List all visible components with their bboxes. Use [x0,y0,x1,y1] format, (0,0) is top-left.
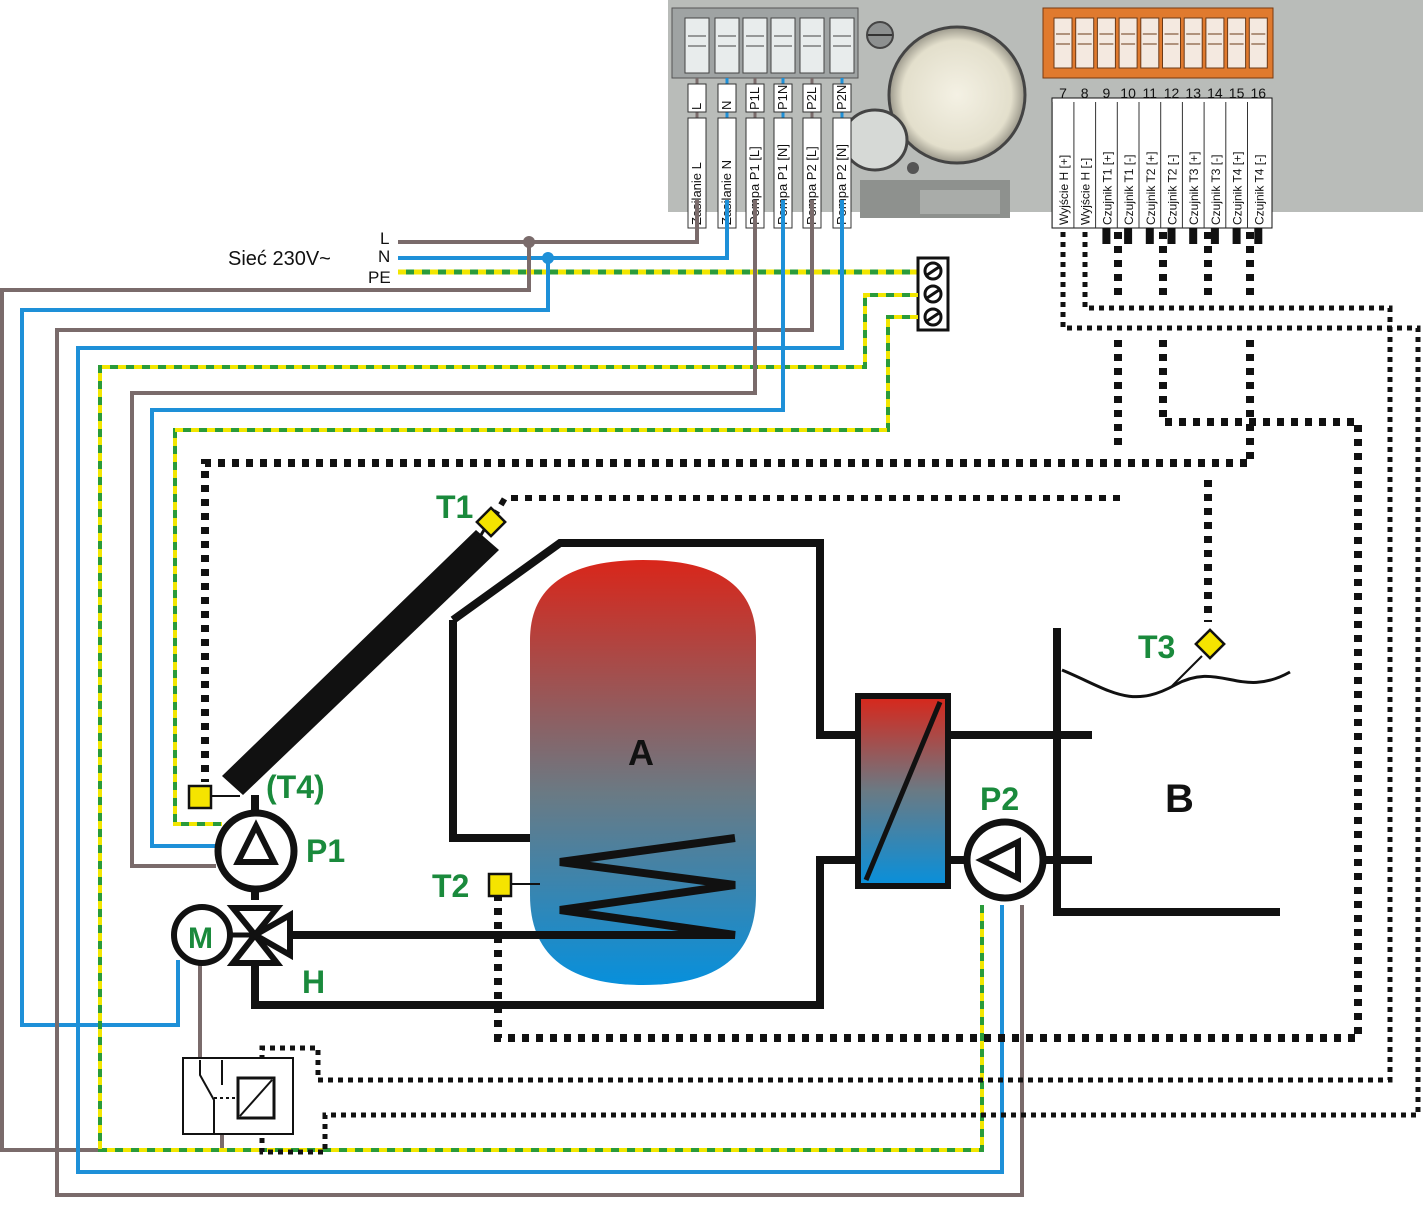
terminal-desc-label: Czujnik T4 [+] [1230,151,1245,225]
sensor-t1 [436,489,505,540]
pool [1062,670,1290,821]
terminal-number-label: 7 [1059,85,1067,101]
sensor-t2-label: T2 [432,868,470,904]
terminal-code-label: P2L [804,86,819,110]
neutral-N-label: N [378,247,391,266]
terminal-number-label: 16 [1250,85,1267,101]
terminal-code-label: P2N [834,84,849,110]
terminal-screw-right [1249,18,1267,68]
terminal-desc-label: Czujnik T2 [-] [1165,154,1180,225]
storage-tank [290,560,756,985]
control-knob[interactable] [889,27,1025,163]
terminal-number-label: 9 [1102,85,1111,101]
valve-motor [174,907,230,963]
terminal-desc-label: Pompa P2 [N] [834,144,849,225]
pe-terminal-strip [918,258,948,330]
solar-collector [222,530,499,795]
terminal-desc-label: Wyjście H [-] [1078,157,1093,225]
terminal-desc-label: Pompa P1 [N] [775,144,790,225]
terminal-screw-right [1228,18,1246,68]
terminal-number-label: 13 [1185,85,1201,101]
pool-label: B [1165,777,1194,821]
terminal-screw-right [1097,18,1115,68]
terminal-desc-label: Czujnik T1 [+] [1100,151,1115,225]
terminal-code-label: N [719,100,734,110]
heat-exchanger [858,696,948,886]
terminal-number-label: 8 [1080,85,1089,101]
pe-label: PE [368,268,391,287]
terminal-desc-label: Czujnik T3 [+] [1187,151,1202,225]
three-way-valve [230,908,325,1000]
sensor-t3-label: T3 [1138,629,1176,665]
terminal-screw-right [1141,18,1159,68]
terminal-desc-label: Pompa P1 [L] [747,146,762,225]
pump-p1-label: P1 [306,833,346,869]
terminal-desc-label: Zasilanie N [719,159,734,225]
terminal-desc-label: Czujnik T2 [+] [1143,151,1158,225]
relay [183,1058,293,1134]
terminal-desc-label: Zasilanie L [689,162,704,225]
pump-p1 [218,813,345,889]
terminal-screw-right [1119,18,1137,68]
terminal-screw-right [1163,18,1181,68]
terminal-code-label: L [689,102,704,110]
terminal-desc-label: Czujnik T3 [-] [1208,154,1223,225]
sensor-t1-label: T1 [436,489,474,525]
terminal-screw-right [1206,18,1224,68]
terminal-desc-label: Czujnik T4 [-] [1252,154,1267,225]
network-label: Sieć 230V~ [228,248,331,270]
terminal-number-label: 12 [1163,85,1180,101]
terminal-screw-right [1054,18,1072,68]
sensor-t4-label: (T4) [266,769,325,805]
motor-label: M [188,922,213,955]
terminal-screw-right [1184,18,1202,68]
terminal-screw-right [1076,18,1094,68]
sensor-t2 [432,868,540,904]
tank-label: A [628,732,654,773]
terminal-number-label: 15 [1228,85,1245,101]
valve-label: H [302,964,326,1000]
terminal-number-label: 10 [1120,85,1136,101]
terminal-desc-label: Wyjście H [+] [1057,154,1071,225]
terminal-code-label: P1N [775,84,790,110]
terminal-desc-label: Pompa P2 [L] [804,146,819,225]
terminal-code-label: P1L [747,86,762,110]
terminal-desc-label: Czujnik T1 [-] [1122,154,1137,225]
phase-L-label: L [380,229,390,248]
pump-p2-label: P2 [980,781,1020,817]
pump-p2 [967,781,1043,898]
terminal-number-label: 14 [1207,85,1223,101]
sensor-wiring [205,232,1418,1152]
terminal-number-label: 11 [1142,85,1158,101]
